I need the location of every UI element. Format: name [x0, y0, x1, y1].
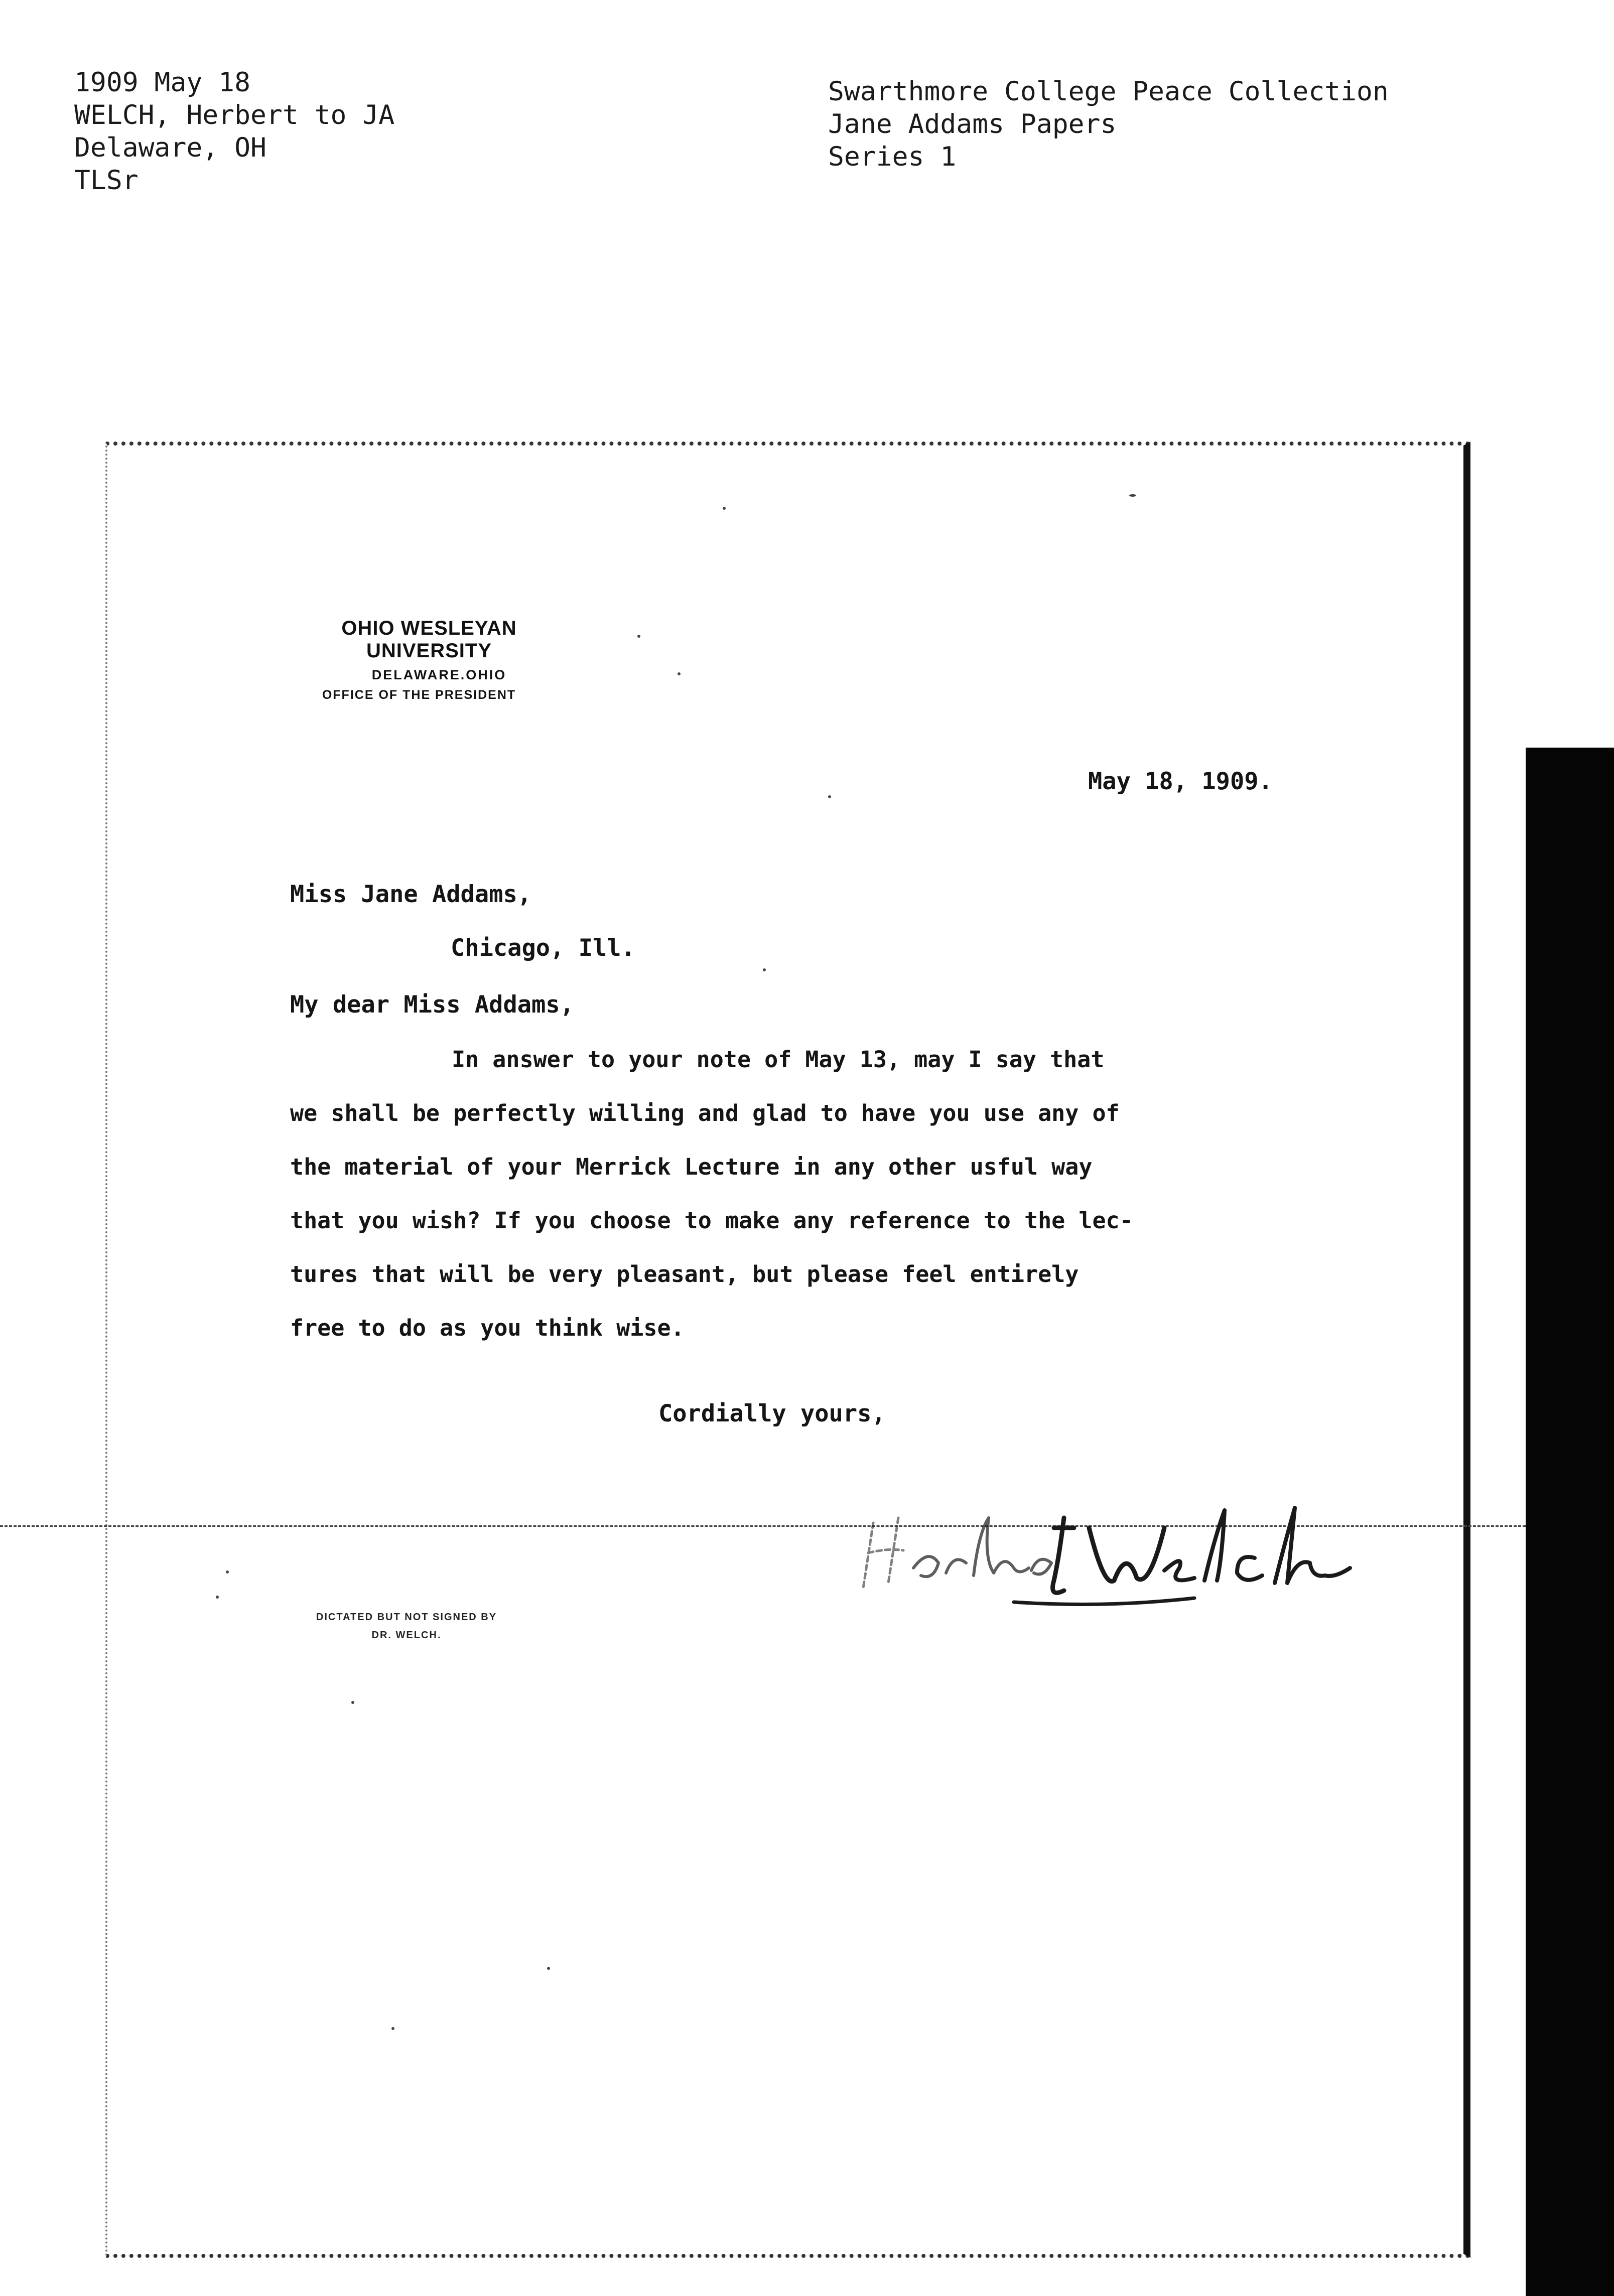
letter-date: May 18, 1909.: [1088, 768, 1273, 795]
letterhead-city: DELAWARE.OHIO: [371, 667, 507, 682]
letterhead-institution: OHIO WESLEYAN UNIVERSITY: [341, 617, 517, 662]
letterhead: [279, 617, 580, 702]
scan-speck: [763, 968, 766, 971]
body-line: that you wish? If you choose to make any reference to the lec-: [290, 1207, 1133, 1234]
scan-speck: [637, 635, 640, 638]
dictation-note: [281, 1608, 532, 1644]
citation-type: TLSr: [74, 165, 139, 196]
citation-date: 1909 May 18: [74, 67, 250, 98]
salutation: My dear Miss Addams,: [290, 991, 574, 1019]
scan-speck: [828, 795, 831, 798]
scan-speck: [391, 2027, 394, 2030]
body-line: tures that will be very pleasant, but please feel entirely: [290, 1261, 1079, 1287]
closing: Cordially yours,: [658, 1400, 886, 1427]
scan-speck: [547, 1967, 550, 1970]
citation-series: Series 1: [828, 141, 957, 172]
scan-speck: [678, 672, 681, 675]
dictation-note-line2: DR. WELCH.: [371, 1630, 442, 1641]
citation-collection: Swarthmore College Peace Collection: [828, 76, 1389, 107]
recipient-city: Chicago, Ill.: [451, 934, 635, 962]
scan-speck: [723, 507, 726, 510]
scan-edge-shadow: [1526, 748, 1614, 2296]
citation-correspondents: WELCH, Herbert to JA: [74, 100, 395, 130]
body-line: we shall be perfectly willing and glad to have you use any of: [290, 1100, 1120, 1126]
archive-citation-right: [828, 75, 1389, 173]
recipient-name: Miss Jane Addams,: [290, 881, 532, 908]
scan-speck: [1129, 494, 1136, 497]
scan-speck: [226, 1570, 229, 1573]
scan-speck: [216, 1596, 219, 1599]
citation-papers: Jane Addams Papers: [828, 109, 1117, 139]
body-line: In answer to your note of May 13, may I say that: [452, 1046, 1105, 1073]
handwritten-signature: [853, 1488, 1380, 1608]
body-line: the material of your Merrick Lecture in any other usful way: [290, 1154, 1093, 1180]
letter-body: [290, 1046, 1344, 1368]
body-line: free to do as you think wise.: [290, 1315, 685, 1341]
letterhead-office: OFFICE OF THE PRESIDENT: [322, 688, 516, 702]
dictation-note-line1: DICTATED BUT NOT SIGNED BY: [316, 1612, 497, 1623]
citation-place: Delaware, OH: [74, 132, 266, 163]
archive-citation-left: [74, 66, 394, 197]
scan-speck: [351, 1701, 354, 1704]
